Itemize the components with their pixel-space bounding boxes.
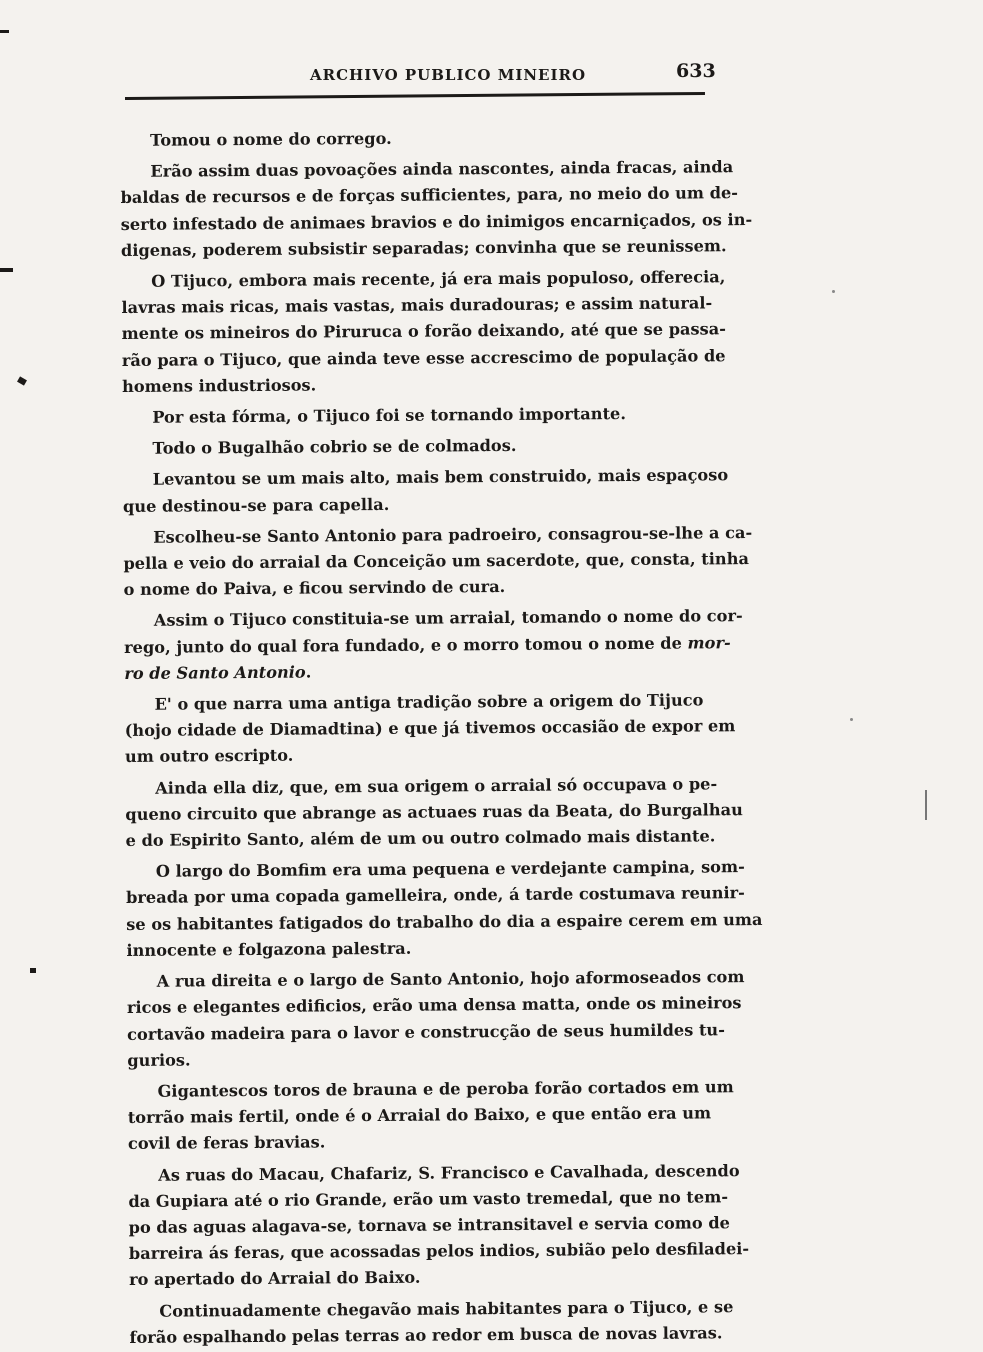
header-rule bbox=[125, 92, 705, 100]
paragraph bbox=[120, 123, 720, 154]
text-line: serto infestado de animaes bravios e do inimigos encarniçados, os in- bbox=[120, 209, 753, 234]
page-number: 633 bbox=[676, 60, 716, 82]
text-line: Continuadamente chegavão mais habitantes para o Tijuco, e se bbox=[159, 1296, 734, 1321]
text-line: que destinou-se para capella. bbox=[122, 494, 390, 516]
text-line: cortavão madeira para o lavor e construcção de seus humildes tu- bbox=[127, 1019, 725, 1044]
text-line: E' o que narra uma antiga tradição sobre a origem do Tijuco bbox=[154, 690, 704, 714]
text-line: As ruas do Macau, Chafariz, S. Francisco e Cavalhada, descendo bbox=[158, 1160, 740, 1185]
paragraph bbox=[126, 964, 745, 1074]
paragraph bbox=[124, 604, 743, 687]
text-line: innocente e folgazona palestra. bbox=[126, 938, 412, 960]
text-line: rego, junto do qual fora fundado, e o morro tomou o nome de mor- bbox=[124, 632, 731, 657]
text-line: torrão mais fertil, onde é o Arraial do Baixo, e que então era um bbox=[127, 1103, 712, 1128]
text-line: Ainda ella diz, que, em sua origem o arraial só occupava o pe- bbox=[155, 774, 718, 798]
text-line: O largo do Bomfim era uma pequena e verdejante campina, som- bbox=[155, 857, 745, 882]
text-line: Erão assim duas povoações ainda nascontes, ainda fracas, ainda bbox=[150, 157, 734, 181]
text-line: da Gupiara até o rio Grande, erão um vasto tremedal, que no tem- bbox=[128, 1186, 729, 1211]
text-line: queno circuito que abrange as actuaes ruas da Beata, do Burgalhau bbox=[125, 800, 743, 824]
text-line: baldas de recursos e de forças sufficientes, para, no meio do um de- bbox=[120, 183, 739, 208]
speck bbox=[850, 718, 853, 721]
text-line: digenas, poderem subsistir separadas; convinha que se reunissem. bbox=[120, 236, 727, 260]
margin-mark bbox=[0, 30, 9, 33]
text-line: ro de Santo Antonio. bbox=[124, 662, 312, 683]
text-line: ricos e elegantes edificios, erão uma densa matta, onde os mineiros bbox=[126, 993, 742, 1018]
paragraph bbox=[121, 264, 726, 400]
text-line: homens industriosos. bbox=[121, 375, 317, 396]
paragraph bbox=[125, 855, 763, 965]
text-line: covil de feras bravias. bbox=[127, 1132, 326, 1154]
text-line: Tomou o nome do corrego. bbox=[150, 128, 392, 150]
text-line: um outro escripto. bbox=[124, 746, 294, 767]
margin-mark bbox=[0, 268, 13, 272]
running-header-title: ARCHIVO PUBLICO MINEIRO bbox=[310, 66, 587, 84]
body-text bbox=[120, 123, 763, 1352]
margin-mark bbox=[17, 376, 27, 385]
text-line: lavras mais ricas, mais vastas, mais duradouras; e assim natural- bbox=[121, 293, 713, 318]
paragraph bbox=[125, 771, 743, 854]
paragraph bbox=[122, 463, 729, 520]
paragraph bbox=[122, 400, 722, 431]
paragraph bbox=[122, 432, 722, 463]
text-line: Gigantescos toros de brauna e de peroba forão cortados em um bbox=[157, 1077, 734, 1101]
text-line: Escolheu-se Santo Antonio para padroeiro, consagrou-se-lhe a ca- bbox=[153, 522, 753, 547]
margin-mark bbox=[30, 968, 36, 973]
paragraph bbox=[123, 520, 753, 603]
paragraph bbox=[129, 1294, 734, 1351]
text-line: Levantou se um mais alto, mais bem construido, mais espaçoso bbox=[152, 465, 729, 490]
text-line: pella e veio do arraial da Conceição um sacerdote, que, consta, tinha bbox=[123, 549, 749, 574]
text-line: (hojo cidade de Diamadtina) e que já tivemos occasião de expor em bbox=[124, 716, 736, 741]
text-line: mente os mineiros do Piruruca o forão deixando, até que se passa- bbox=[121, 319, 726, 344]
text-line: A rua direita e o largo de Santo Antonio, hojo aformoseados com bbox=[156, 967, 745, 991]
text-line: gurios. bbox=[127, 1050, 191, 1070]
paragraph bbox=[128, 1158, 750, 1294]
text-line: Assim o Tijuco constituia-se um arraial, tomando o nome do cor- bbox=[153, 606, 743, 631]
text-line: forão espalhando pelas terras ao redor em busca de novas lavras. bbox=[129, 1323, 723, 1347]
text-line: po das aguas alagava-se, tornava se intransitavel e servia como de bbox=[128, 1213, 730, 1237]
text-line: Por esta fórma, o Tijuco foi se tornando importante. bbox=[152, 404, 627, 427]
paragraph bbox=[127, 1074, 734, 1157]
text-line: barreira ás feras, que acossadas pelos indios, subião pelo desfiladei- bbox=[128, 1239, 750, 1264]
text-line: se os habitantes fatigados do trabalho do dia a espaire cerem em uma bbox=[126, 909, 763, 934]
speck bbox=[832, 290, 835, 293]
text-line: breada por uma copada gamelleira, onde, á tarde costumava reunir- bbox=[125, 883, 745, 908]
paragraph bbox=[120, 154, 753, 264]
paragraph bbox=[124, 687, 736, 770]
text-line: O Tijuco, embora mais recente, já era mais populoso, offerecia, bbox=[151, 267, 726, 291]
edge-line bbox=[925, 790, 927, 820]
text-line: ro apertado do Arraial do Baixo. bbox=[128, 1268, 421, 1290]
text-line: Todo o Bugalhão cobrio se de colmados. bbox=[152, 436, 517, 458]
text-line: rão para o Tijuco, que ainda teve esse accrescimo de população de bbox=[121, 345, 726, 370]
text-line: e do Espirito Santo, além de um ou outro colmado mais distante. bbox=[125, 826, 716, 851]
text-line: o nome do Paiva, e ficou servindo de cura. bbox=[123, 577, 506, 600]
